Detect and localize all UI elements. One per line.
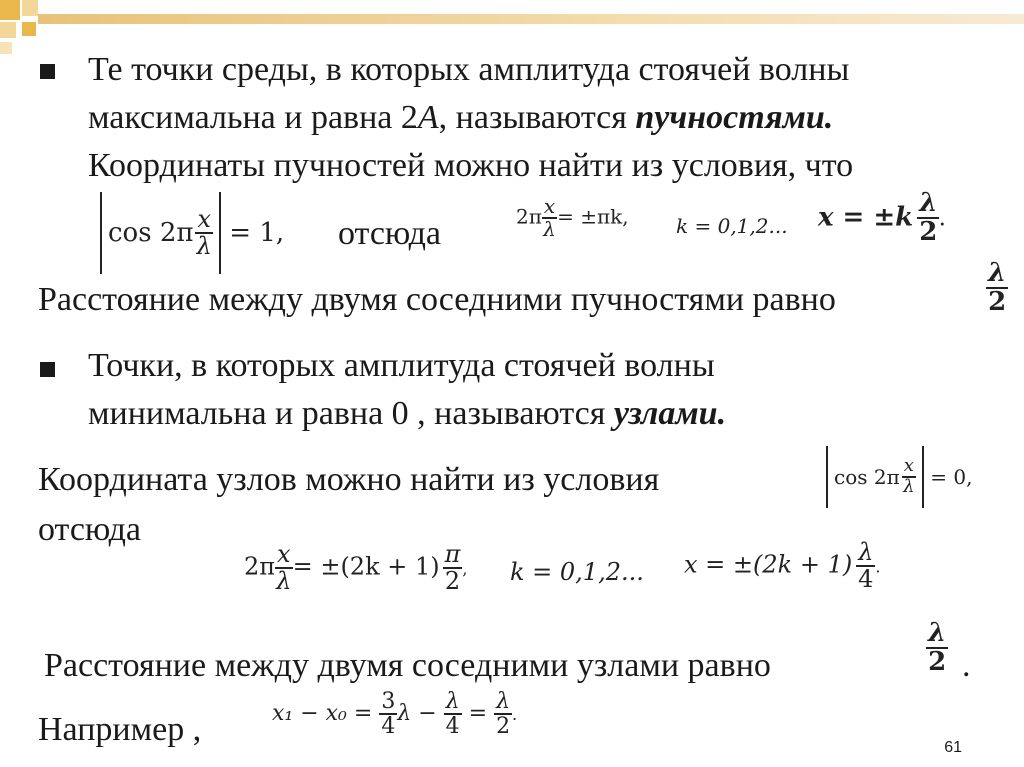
text-line: отсюда	[338, 215, 441, 252]
text-line: Например ,	[38, 711, 202, 748]
text-line: Те точки среды, в которых амплитуда стоячей волны	[88, 51, 850, 88]
formula-half-lambda-2: $\frac{\lambda}{2}$	[928, 618, 947, 678]
formula-antinode-phase: 2π $\frac{x}{\lambda}$ = ±πk,	[516, 194, 629, 241]
text-line: Расстояние между двумя соседними узлами равно	[44, 647, 771, 684]
formula-half-lambda: $\frac{\lambda}{2}$	[988, 258, 1007, 318]
formula-k-values-2: k = 0,1,2...	[510, 558, 644, 586]
text-line: Точки, в которых амплитуда стоячей волны	[88, 347, 715, 384]
title-bar-stripe	[38, 14, 1024, 24]
bullet-square	[40, 64, 55, 79]
bullet-square	[40, 362, 55, 377]
page-number: 61	[944, 739, 962, 756]
corner-square-5	[0, 42, 12, 54]
formula-example: x₁ − x₀ = $\frac{3}{4}$ λ − $\frac{\lambda}{4}$ = $\frac{\lambda}{2}$ .	[272, 689, 518, 740]
corner-square-1	[0, 0, 20, 20]
formula-antinode-coordinate: x = ±k $\frac{\lambda}{2}$ .	[818, 188, 946, 248]
corner-square-2	[22, 0, 38, 16]
text-line: минимальна и равна 0 , называются узлами.	[88, 395, 727, 432]
formula-node-condition: cos 2π $\frac{x}{\lambda}$ = 0,	[826, 446, 972, 508]
corner-square-4	[22, 22, 36, 36]
formula-antinode-condition: cos 2π $\frac{x}{\lambda}$ = 1,	[100, 192, 284, 274]
text-line: максимальна и равна 2A, называются пучностями.	[88, 99, 834, 136]
text-line: Координата узлов можно найти из условия	[38, 461, 660, 498]
formula-node-phase: 2π $\frac{x}{\lambda}$ = ±(2k + 1) $\frac{\pi}{2}$ ,	[244, 540, 468, 596]
text-line: .	[962, 647, 971, 684]
corner-square-3	[0, 22, 16, 38]
text-line: Координаты пучностей можно найти из условия, что	[88, 147, 854, 184]
formula-k-values: k = 0,1,2...	[676, 214, 788, 238]
text-line: отсюда	[38, 511, 141, 548]
formula-node-coordinate: x = ±(2k + 1) $\frac{\lambda}{4}$ .	[684, 538, 881, 594]
text-line: Расстояние между двумя соседними пучностями равно	[38, 281, 836, 318]
